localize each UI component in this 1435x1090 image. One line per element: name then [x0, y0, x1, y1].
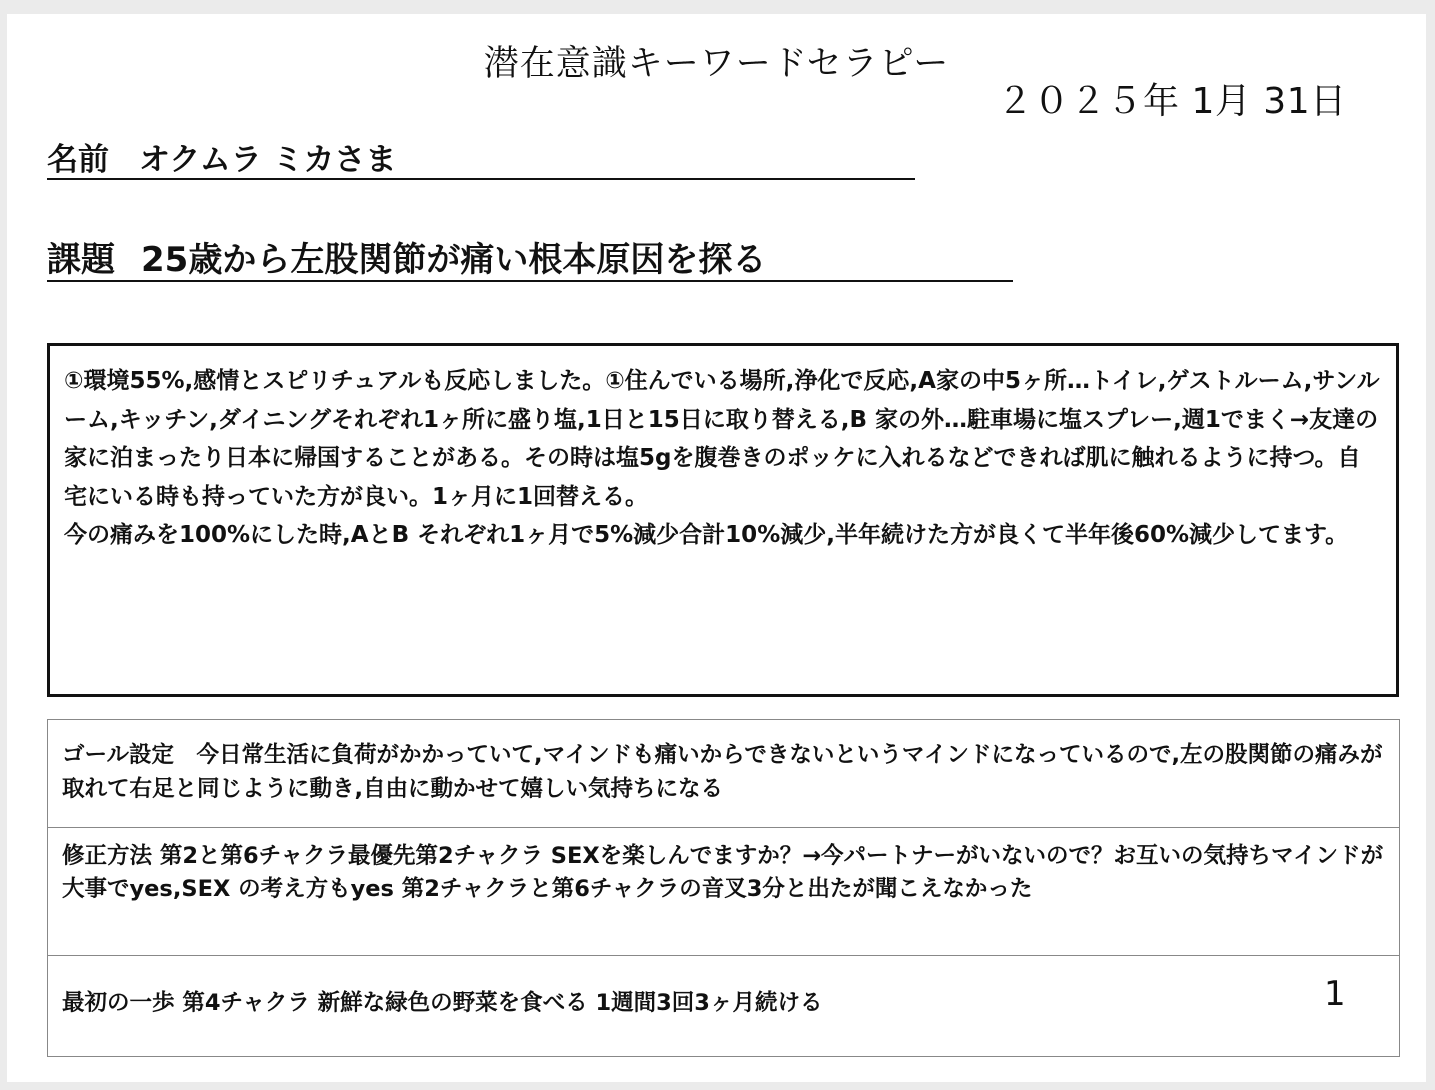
session-notes: [64, 362, 1382, 555]
client-name: オクムラ ミカさま: [139, 142, 397, 178]
document-page: [7, 14, 1426, 1082]
document-title: 潜在意識キーワードセラピー: [483, 44, 950, 84]
topic-label: 課題: [47, 240, 115, 280]
goal-text: ゴール設定 今日常生活に負荷がかかっていて,マインドも痛いからできないというマインドになっているので,左の股関節の痛みが取れて右足と同じように動き,自由に動かせて嬉しい気持ちになる: [62, 742, 1383, 802]
session-notes-paragraph-2: 今の痛みを100%にした時,AとB それぞれ1ヶ月で5%減少合計10%減少,半年続けた方が良くて半年後60%減少してます。: [64, 522, 1349, 548]
session-notes-box: [47, 343, 1399, 697]
first-step-text: 最初の一歩 第4チャクラ 新鮮な緑色の野菜を食べる 1週間3回3ヶ月続ける: [62, 990, 823, 1016]
name-label: 名前: [47, 142, 109, 178]
session-notes-paragraph-1: ①環境55%,感情とスピリチュアルも反応しました。①住んでいる場所,浄化で反応,A家の中5ヶ所…トイレ,ゲストルーム,サンルーム,キッチン,ダイニングそれぞれ1ヶ所に盛り塩,1日と15日に取り替える,B 家の外…駐車場に塩スプレー,週1でまく→友達の家に泊まったり日本に帰国することがある。その時は塩5gを腹巻きのポッケに入れるなどできれば肌に触れるように持つ。自宅にいる時も持っていた方が良い。1ヶ月に1回替える。: [64, 368, 1380, 510]
topic-text: 25歳から左股関節が痛い根本原因を探る: [141, 240, 767, 280]
correction-method-section: [47, 827, 1400, 956]
correction-method-text: 修正方法 第2と第6チャクラ最優先第2チャクラ SEXを楽しんでますか？→今パートナーがいないので？お互いの気持ちマインドが大事でyes,SEX の考え方もyes 第2チャクラと第6チャクラの音叉3分と出たが聞こえなかった: [62, 843, 1384, 902]
topic-line: [47, 240, 1013, 282]
document-date: ２０２５年 1月 31日: [997, 81, 1347, 122]
first-step-section: [47, 955, 1400, 1057]
goal-section: [47, 719, 1400, 828]
page-number: 1: [1324, 974, 1346, 1014]
client-name-line: [47, 142, 915, 180]
